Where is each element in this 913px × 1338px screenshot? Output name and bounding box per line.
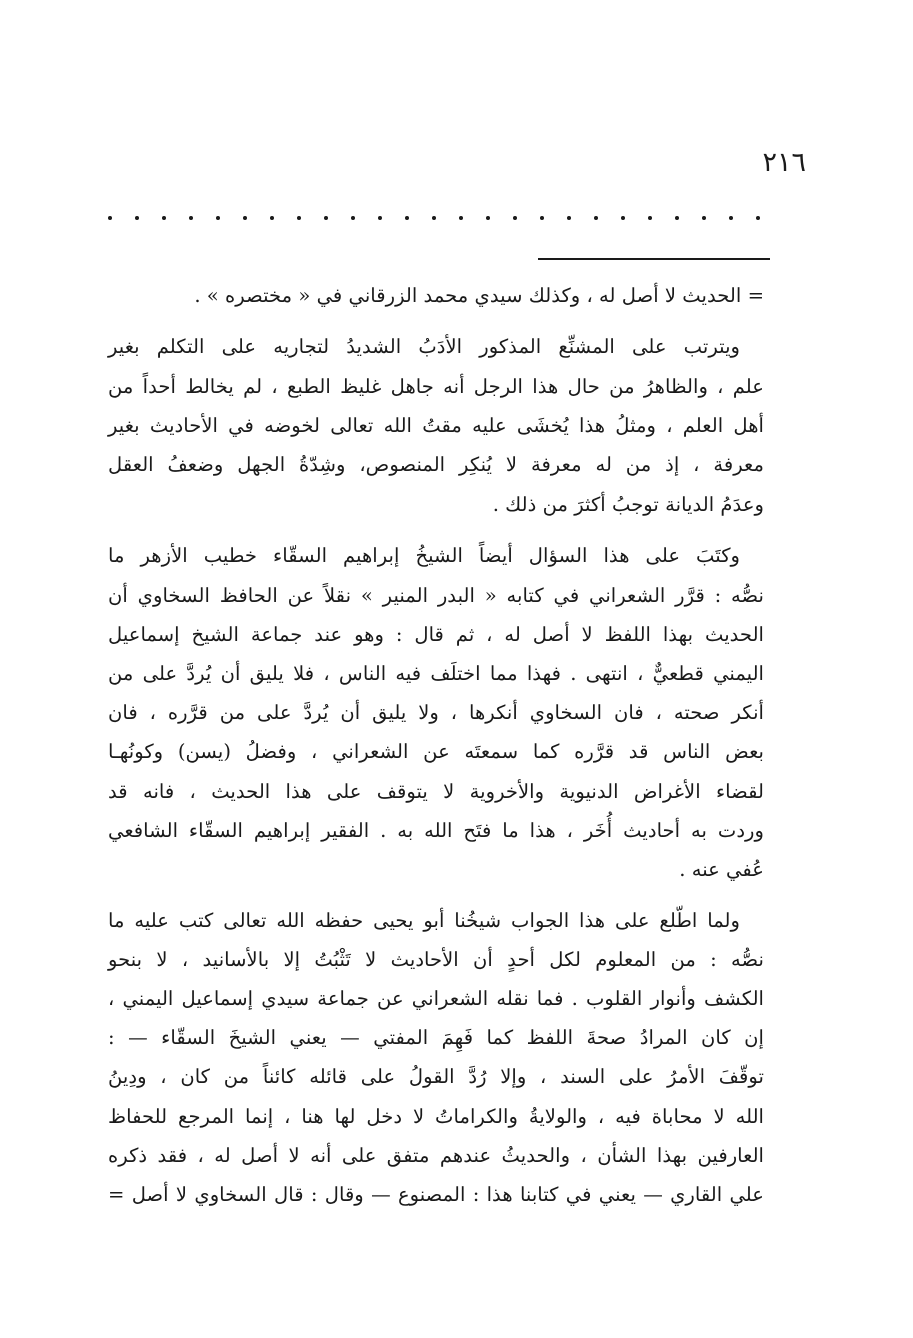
separator-dot: [621, 216, 625, 220]
separator-dot: [108, 216, 112, 220]
dotted-separator: [108, 208, 760, 228]
footnote-rule: [538, 258, 770, 260]
separator-dot: [432, 216, 436, 220]
separator-dot: [729, 216, 733, 220]
separator-dot: [675, 216, 679, 220]
separator-dot: [135, 216, 139, 220]
text-line: توقّفَ الأمرُ على السند ، وإلا رُدَّ القولُ على قائله كائناً من كان ، ودِينُ: [108, 1065, 764, 1088]
separator-dot: [162, 216, 166, 220]
text-line: أنكر صحته ، فان السخاوي أنكرها ، ولا يليق أن يُردَّ على من قرَّره ، فان: [108, 701, 764, 724]
text-line: الله لا محاباة فيه ، والولايةُ والكراماتُ لا دخل لها هنا ، إنما المرجع للحفاظ: [108, 1105, 764, 1128]
separator-dot: [567, 216, 571, 220]
text-line: العارفين بهذا الشأن ، والحديثُ عندهم متفق على أنه لا أصل له ، فقد ذكره: [108, 1144, 764, 1167]
text-line: الكشف وأنوار القلوب . فما نقله الشعراني عن جماعة سيدي إسماعيل اليمني ،: [108, 987, 764, 1010]
text-line: نصُّه : قرَّر الشعراني في كتابه « البدر المنير » نقلاً عن الحافظ السخاوي أن: [108, 584, 764, 607]
separator-dot: [216, 216, 220, 220]
text-line: أهل العلم ، ومثلُ هذا يُخشَى عليه مقتُ الله تعالى لخوضه في الأحاديث بغير: [108, 414, 764, 437]
separator-dot: [324, 216, 328, 220]
text-line: علي القاري — يعني في كتابنا هذا : المصنوع — وقال : قال السخاوي لا أصل =: [108, 1183, 764, 1206]
separator-dot: [594, 216, 598, 220]
separator-dot: [351, 216, 355, 220]
separator-dot: [540, 216, 544, 220]
separator-dot: [270, 216, 274, 220]
text-line: الحديث بهذا اللفظ لا أصل له ، ثم قال : وهو عند جماعة الشيخ إسماعيل: [108, 623, 764, 646]
separator-dot: [702, 216, 706, 220]
text-line: ويترتب على المشنِّع المذكور الأدَبُ الشديدُ لتجاريه على التكلم بغير: [108, 335, 740, 358]
text-line: إن كان المرادُ صحةَ اللفظ كما فَهِمَ المفتي — يعني الشيخَ السقّاء — :: [108, 1026, 764, 1049]
separator-dot: [189, 216, 193, 220]
separator-dot: [648, 216, 652, 220]
text-line: اليمني قطعيٌّ ، انتهى . فهذا مما اختلَف فيه الناس ، فلا يليق أن يُردَّ على من: [108, 662, 764, 685]
separator-dot: [243, 216, 247, 220]
separator-dot: [378, 216, 382, 220]
separator-dot: [405, 216, 409, 220]
separator-dot: [459, 216, 463, 220]
text-line: ولما اطّلع على هذا الجواب شيخُنا أبو يحيى حفظه الله تعالى كتب عليه ما: [108, 909, 740, 932]
separator-dot: [297, 216, 301, 220]
text-line: وردت به أحاديث أُخَر ، هذا ما فتَح الله به . الفقير إبراهيم السقّاء الشافعي: [108, 819, 764, 842]
text-line: معرفة ، إذ من له معرفة لا يُنكِر المنصوص، وشِدّةُ الجهل وضعفُ العقل: [108, 453, 764, 476]
text-line: لقضاء الأغراض الدنيوية والأخروية لا يتوقف على هذا الحديث ، فانه قد: [108, 780, 764, 803]
text-line: بعض الناس قد قرَّره كما سمعتَه عن الشعراني ، وفضلُ (يسن) وكونُهـا: [108, 740, 764, 763]
separator-dot: [756, 216, 760, 220]
text-line: نصُّه : من المعلوم لكل أحدٍ أن الأحاديث لا تَثْبُتُ إلا بالأسانيد ، لا بنحو: [108, 948, 764, 971]
page-number: ٢١٦: [762, 147, 806, 178]
text-line: علم ، والظاهرُ من حال هذا الرجل أنه جاهل غليظ الطبع ، لم يخالط أحداً من: [108, 375, 764, 398]
separator-dot: [486, 216, 490, 220]
text-line: وكتَبَ على هذا السؤال أيضاً الشيخُ إبراهيم السقّاء خطيب الأزهر ما: [108, 544, 740, 567]
text-line: وعدَمُ الديانة توجبُ أكثرَ من ذلك .: [492, 493, 764, 516]
footnote-carryover-line: = الحديث لا أصل له ، وكذلك سيدي محمد الزرقاني في « مختصره » .: [194, 284, 764, 307]
separator-dot: [513, 216, 517, 220]
text-line: عُفي عنه .: [679, 858, 764, 881]
